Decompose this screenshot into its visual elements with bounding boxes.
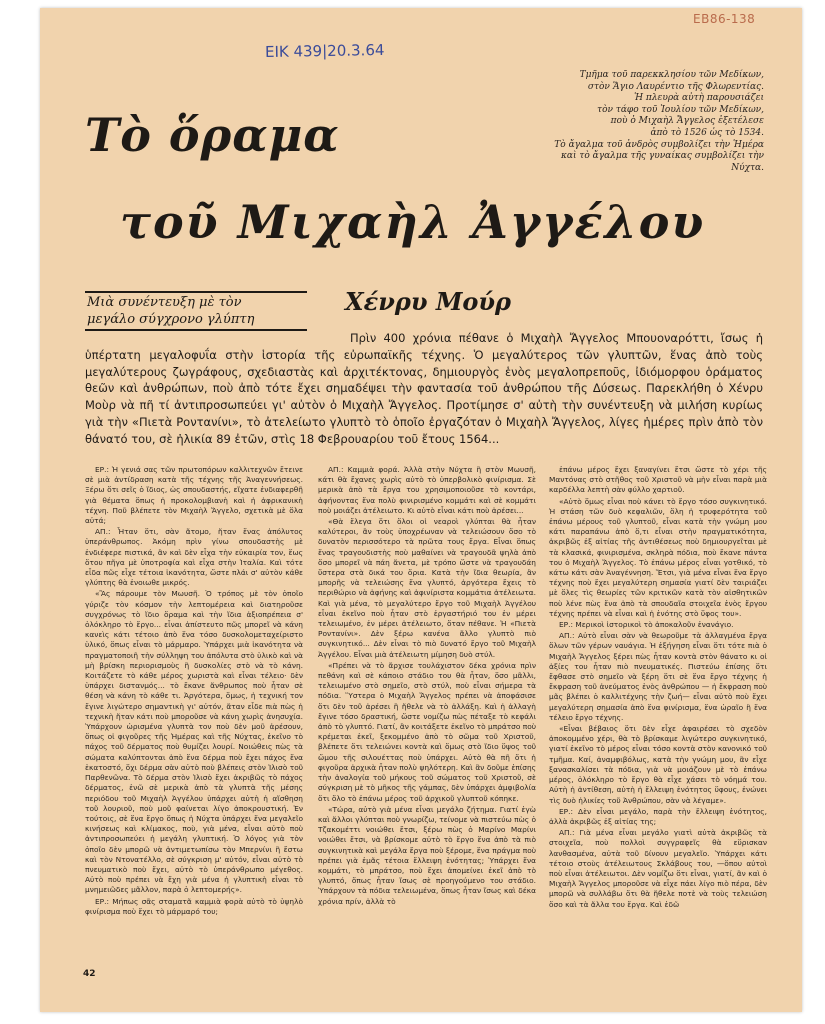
paragraph: ΕΡ.: Μήπως σᾶς σταματᾶ καμμιὰ φορὰ αὐτὸ τὸ ὑψηλὸ φινίρισμα ποὺ ἔχει τὸ μάρμαρό του;	[85, 896, 303, 916]
subtitle-line: μεγάλο σύγχρονο γλύπτη	[87, 312, 255, 327]
author-name: Χένρυ Μούρ	[345, 287, 512, 316]
paragraph: ΑΠ.: Καμμιὰ φορά. Ἀλλὰ στὴν Νύχτα ἢ στὸν Μωυσῆ, κάτι θὰ ἔχανες χωρὶς αὐτὸ τὸ ὑπερβολικὸ φινίρισμα. Σὲ μερικὰ ἀπὸ τὰ ἔργα του χρησιμοποιοῦσε τὸ κοντάρι, ἀφήνοντας ἕνα πολὺ φινιρισμένο κομμάτι καὶ σὲ κομμάτι ποὺ μοιάζει ἀτέλειωτο. Κι αὐτὸ εἶναι κάτι ποὺ ἀρέσει...	[318, 465, 536, 515]
paragraph: ἐπάνω μέρος ἔχει ξαναγίνει ἔτσι ὥστε τὸ χέρι τῆς Μαντόνας στὸ στῆθος τοῦ Χριστοῦ νὰ μὴν εἶναι παρὰ μιὰ καρδέλλα λεπτὴ σὰν φύλλο χαρτιοῦ.	[549, 465, 767, 495]
paragraph: ΕΡ.: Δὲν εἶναι μεγάλο, παρὰ τὴν ἔλλειψη ἑνότητος, ἀλλὰ ἀκριβῶς ἐξ αἰτίας της;	[549, 806, 767, 826]
paragraph: «Εἶναι βέβαιος ὅτι δὲν εἶχε ἀφαιρέσει τὸ σχεδὸν ἀποκομμένο χέρι, θὰ τὸ βρίσκαμε λιγώτερο συγκινητικό, γιατί ἐκεῖνο τὸ μέρος εἶναι τόσο κοντὰ στὸν κανονικό τοῦ τμῆμα. Καί, ἀναμφιβόλως, κατὰ τὴν γνώμη μου, ἂν εἶχε ξανασκαλίσει τὰ πόδια, γιὰ νὰ μοιάζουν μὲ τὸ ἐπάνω μέρος, ὁλόκληρο τὸ ἔργο θὰ εἶχε χάσει τὸ νόημά του. Αὐτὴ ἡ ἀντίθεση, αὐτὴ ἡ ἔλλειψη ἑνότητος ὕφους, ἐνώνει τὶς δυὸ ἡλικίες τοῦ Ἀνθρώπου, σὰν νὰ λέγαμε».	[549, 724, 767, 805]
text-column-3	[549, 465, 767, 970]
caption-line: ἀπὸ τὸ 1526 ὡς τὸ 1534.	[650, 127, 764, 138]
archive-stamp: ΕΙΚ 439|20.3.64	[264, 40, 385, 62]
intro-paragraph: Πρὶν 400 χρόνια πέθανε ὁ Μιχαὴλ Ἄγγελος Μπουοναρόττι, ἴσως ἡ ὑπέρτατη μεγαλοφυΐα στὴν ἱστορία τῆς εὐρωπαϊκῆς τέχνης. Ὁ μεγαλύτερος τῶν γλυπτῶν, ἕνας ἀπὸ τοὺς μεγαλύτερους ζωγράφους, σχεδιαστὰς καὶ ἀρχιτέκτονας, δημιουργὸς ἑνὸς μεγαλοπρεποῦς, ἰδιόμορφου ὁράματος θεῶν καὶ ἀνθρώπων, ποὺ ἀπὸ τότε ἔχει σημαδέψει τὴν φαντασία τοῦ ἀνθρώπου τῆς Δύσεως. Παρεκλήθη ὁ Χένρυ Μοὺρ νὰ πῆ τί ἀντιπροσωπεύει γι' αὐτὸν ὁ Μιχαὴλ Ἄγγελος. Προτίμησε σ' αὐτὴ τὴν συνέντευξη νὰ μιλήση κυρίως γιὰ τὴν «Πιετὰ Ροντανίνι», τὸ ἀτελείωτο γλυπτὸ τὸ ὁποῖο ἐργαζόταν ὁ Μιχαὴλ Ἄγγελος, λίγες ἡμέρες πρὶν ἀπὸ τὸν θάνατό του, σὲ ἡλικία 89 ἐτῶν, στὶς 18 Φεβρουαρίου τοῦ ἔτους 1564...	[85, 331, 763, 446]
headline-line-1: Τὸ ὅραμα	[85, 108, 340, 162]
archive-code: ΕΒ86-138	[693, 12, 756, 26]
subtitle-line: Μιὰ συνέντευξη μὲ τὸν	[87, 295, 242, 310]
headline-line-2: τοῦ Μιχαὴλ Ἀγγέλου	[120, 195, 706, 249]
paragraph: ΑΠ.: Γιὰ μένα εἶναι μεγάλο γιατὶ αὐτὰ ἀκριβῶς τὰ στοιχεῖα, ποὺ πολλοὶ συγγραφεῖς θὰ εὕρισκαν λανθασμένα, αὐτὰ τοῦ δίνουν μεγαλεῖο. Ὑπάρχει κάτι τέτοιο στοὺς ἀτέλειωτους Σκλάβους του, —ὅπου αὐτοὶ ποὺ εἶναι ἀτέλειωτοι. Δὲν νομίζω ὅτι εἶναι, γιατί, ἂν καὶ ὁ Μιχαὴλ Ἄγγελος μποροῦσε νὰ εἶχε πάει λίγο πιὸ πέρα, δὲν μπορῶ νὰ συλλάβω ὅτι θὰ ἤθελε ποτὲ νὰ τοὺς τελειώση ὅσο καὶ τὰ ἄλλα του ἔργα. Καὶ ἐδῶ	[549, 828, 767, 909]
subtitle-box	[85, 291, 307, 331]
paragraph: ΕΡ.: Μερικοὶ ἱστορικοὶ τὸ ἀποκαλοῦν ἐνανάγιο.	[559, 620, 734, 630]
text-column-1	[85, 465, 303, 970]
paragraph: ΑΠ.: Αὐτὸ εἶναι σὰν νὰ θεωροῦμε τὰ ἀλλαγμένα ἔργα ὅλων τῶν γέρων ναυάγια. Ἡ ἐξήγηση εἶναι ὅτι τότε πιὰ ὁ Μιχαὴλ Ἄγγελος ξέρει πὼς ἦταν κοντὰ στὸν θάνατο κι οἱ ἀξίες του ἦταν πιὸ πνευματικές. Πιστεύω ἐπίσης ὅτι ἔφθασε στὸ σημεῖο νὰ ξέρη ὅτι σὲ ἕνα ἔργο τέχνης ἡ ἔκφραση τοῦ ἀνεύματος ἑνὸς ἀνθρώπου — ἡ ἔκφραση ποὺ μᾶς βλέπει ὁ καλλιτέχνης τὴν ζωή— εἶναι αὐτὸ ποὺ ἔχει μεγαλύτερη σημασία ἀπὸ ἕνα φινίρισμα, ἕνα ὡραῖο ἢ ἕνα τέλειο ἔργο τέχνης.	[549, 631, 767, 722]
page-number: 42	[83, 969, 96, 979]
caption-line: τὸν τάφο τοῦ Ἰουλίου τῶν Μεδίκων,	[597, 104, 764, 115]
caption-line: στὸν Ἅγιο Λαυρέντιο τῆς Φλωρεντίας.	[587, 81, 764, 92]
caption-line: Τὸ ἄγαλμα τοῦ ἀνδρὸς συμβολίζει τὴν Ἡμέρα	[554, 139, 764, 150]
paragraph: «Τώρα, αὐτὸ γιὰ μένα εἶναι μεγάλο ζήτημα. Γιατί ἐγὼ καὶ ἄλλοι γλύπται ποὺ γνωρίζω, τείνομε νὰ πιστεύω πὼς ὁ Τζακομέττι νοιώθει ἔτσι, ξέρω πὼς ὁ Μαρίνο Μαρίνι νοιώθει ἔτσι, νὰ βρίσκομε αὐτὸ τὸ ἔργο ἕνα ἀπὸ τὰ πιὸ συγκινητικὰ καὶ μεγάλα ἔργα ποὺ ξέρομε, ἕνα πράγμα ποὺ πρέπει γιὰ ἐμᾶς τέτοια ἔλλειψη ἑνότητας; Ὑπάρχει ἕνα κομμάτι, τὸ μπράτσο, ποὺ ἔχει ἀπομείνει ἐκεῖ ἀπὸ τὸ γλυπτό, ὅπως ἦταν ἴσως σὲ προηγούμενο του στάδιο. Ὑπάρχουν τὰ πόδια τελειωμένα, ὅπως ἦταν ἴσως καὶ δέκα χρόνια πρίν, ἀλλὰ τὸ	[318, 804, 536, 906]
paragraph: «Αὐτὸ ὅμως εἶναι ποὺ κάνει τὸ ἔργο τόσο συγκινητικό. Ἡ στάση τῶν δυὸ κεφαλιῶν, ὅλη ἡ τρυφερότητα τοῦ ἐπάνω μέρους τοῦ γλυπτοῦ, εἶναι κατὰ τὴν γνώμη μου κάτι παραπάνω ἀπὸ ὅ,τι εἶναι στὴν πραγματικότητα, ἀκριβῶς ἐξ αἰτίας τῆς ἀντιθέσεως ποὺ δημιουργεῖται μὲ τὰ κλασικά, φινιρισμένα, σκληρὰ πόδια, ποὺ ἔκανε πάντα του ὁ Μιχαὴλ Ἄγγελος. Τὸ ἐπάνω μέρος εἶναι γοτθικό, τὸ κάτω κάτι σὰν Ἀναγέννηση. Ἔτσι, γιὰ μένα εἶναι ἕνα ἔργο τέχνης ποὺ ἔχει μεγαλύτερη σημασία γιατί δὲν ταιριάζει μὲ ὅλες τὶς θεωρίες τῶν κριτικῶν κατὰ τὸν αἰσθητικῶν ποὺ λένε πὼς ἔνα ἀπὸ τὰ σπουδαῖα στοιχεῖα ἑνὸς ἔργου τέχνης πρέπει νὰ εἶναι καὶ ἡ ἑνότης στὸ ὕφος του».	[549, 496, 767, 618]
paragraph: ΕΡ.: Ἡ γενιά σας τῶν πρωτοπόρων καλλιτεχνῶν ἔτεινε σὲ μιὰ ἀντίδραση κατὰ τῆς τέχνης τῆς Ἀναγεννήσεως. Ξέρω ὅτι σεῖς ὁ ἴδιος, ὡς σπουδαστής, εἴχατε ἐνδιαφερθῆ γιὰ θέματα ὅπως ἡ προκολομβιανὴ καὶ ἡ ἀφρικανικὴ τέχνη. Ποῦ βλέπετε τὸν Μιχαὴλ Ἄγγελο, σχετικὰ μὲ ὅλα αὐτά;	[85, 465, 303, 526]
paragraph: ΑΠ.: Ἦταν ὅτι, σὰν ἄτομο, ἤταν ἕνας ἀπόλυτος ὑπεράνθρωπος. Ἀκόμη πρὶν γίνω σπουδαστὴς μὲ ἐνδιέφερε πιστικά, ἂν καὶ δὲν εἶχα τὴν εὐκαιρία τον, ἕως ὅτου πῆγα μὲ ὑποτροφία καὶ εἶχα στὴν Ἰταλία. Καὶ τότε εἶδα πῶς εἶχε τέτοια ἱκανότητα, ὥστε πλάι σ' αὐτὸν κάθε γλύπτης θὰ ἐνοιωθε μικρός.	[85, 527, 303, 588]
caption-line: καὶ τὸ ἄγαλμα τῆς γυναίκας συμβολίζει τὴν Νύχτα.	[561, 151, 764, 173]
caption-line: Ἡ πλευρὰ αὐτὴ παρουσιάζει	[634, 93, 764, 104]
text-column-2	[318, 465, 536, 970]
paragraph: «Ἂς πάρουμε τὸν Μωυσῆ. Ὁ τρόπος μὲ τὸν ὁποῖο γύριζε τὸν κόσμον τὴν λεπτομέρεια καὶ διατηροῦσε συγχρόνως τὸ ἴδιο ὅραμα καὶ τὴν ἴδια ἀξιοπρέπεια σ' ὁλόκληρο τὸ ἔργο... εἶναι ἀπίστευτο πῶς μπορεῖ νὰ κάνη κανεὶς κάτι τέτοιο ἀπὸ ἕνα τόσο δυσκολομεταχείριστο ὑλικό, ὅπως εἶναι τὸ μάρμαρο. Ὑπάρχει μιὰ ἱκανότητα νὰ πραγματοποιῆ τὴν σύλληψη του ἀπόλυτα στὸ ὑλικὸ καὶ νὰ μὴ βρίσκη περιορισμοὺς ἢ δυσκολίες στὸ νὰ τὸ κάνη. Κοιτάζετε τὸ κάθε μέρος χωριστὰ καὶ εἶναι τέλειο· δὲν ὑπάρχει διστανμός... τὸ ἔκανε ἄνθρωπος ποὺ ἦταν σὲ θέση νὰ κάνη τὸ κάθε τι. Ἀργότερα, ὅμως, ἡ τεχνική τον ἔγινε λιγώτερο σημαντικὴ γι' αὐτόν, ἄταν εἶδε πιὰ πὼς ἡ τεχνικὴ ἤταν κάτι ποὺ μποροῦσε νὰ κάνη χωρὶς ἀνησυχία. Ὑπάρχουν ὡρισμένα γλυπτὰ τον ποὺ δὲν μοῦ ἀρέσουν, ὅπως οἱ φιγοῦρες τῆς Ἡμέρας καὶ τῆς Νύχτας, ἐκεῖνο τὸ πάχος τοῦ δέρματος ποὺ θυμίζει λουρί. Νοιώθεις πὼς τὰ σώματα καλύπτονται ἀπὸ ἕνα δέρμα ποὺ ἔχει πάχος ἕνα ἑκατοστό, ὅχι δέρμα σὰν αὐτὸ ποὺ βλέπεις στὸν Ἰλισὸ τοῦ Παρθενῶνα. Τὸ δέρμα στὸν Ἰλισὸ ἔχει ἀκριβῶς τὸ πάχος δέρματος, ἐνῶ σὲ μερικὰ ἀπὸ τὰ γλυπτὰ τῆς μέσης περιόδου τοῦ Μιχαὴλ Ἀγγέλου ὑπάρχει αὐτὴ ἡ αἴσθηση τοῦ λουριοῦ, ποὺ μοῦ φαίνεται λίγο ἀποκρουστική. Ἐν τούτοις, σὲ ἕνα ἔργο ὅπως ἡ Νύχτα ὑπάρχει ἕνα μεγαλεῖο κινήσεως καὶ κλίμακος, ποὺ, γιὰ μένα, εἶναι αὐτὸ ποὺ ἀντιπροσωπεύει ἡ μεγάλη γλυπτική. Ὁ λόγος γιὰ τὸν ὁποῖο δὲν μπορῶ νὰ ἀντιμετωπίσω τὸν Μπερνίνι ἢ ἔστω καὶ τὸν Ντονατέλλο, σὲ σύγκριση μ' αὐτόν, εἶναι αὐτὸ τὸ πνευματικὸ ποὺ ἔχει, αὐτὸ τὸ ὑπεράνθρωπο μέγεθος. Αὐτὸ ποὺ πρέπει νὰ ἔχη γιὰ μένα ἡ γλυπτικὴ εἶναι τὸ μνημειῶδες μᾶλλον, παρὰ ὁ λεπτομερής».	[85, 589, 303, 895]
paragraph: «Πρέπει νὰ τὸ ἄρχισε τουλάχιστον δέκα χρόνια πρὶν πεθάνη καὶ σὲ κάποιο στάδιο του θὰ ἦταν, ὅσο μᾶλλι, τελειωμένο στὸ σημεῖο, στὸ στύλ, ποὺ εἶναι σήμερα τὰ πόδια. Ὕστερα ὁ Μιχαὴλ Ἄγγελος πρέπει νὰ ἀποφάσισε ὅτι δὲν τοῦ ἀρέσει ἢ ἤθελε νὰ τὸ ἀλλάξη. Καὶ ἡ ἀλλαγὴ ἔγινε τόσο δραστική, ὥστε νομίζω πὼς πέταξε τὸ κεφάλι ἀπὸ τὸ γλυπτό. Γιατί, ἂν κοιτάξετε ἐκεῖνο τὸ μπράτσο ποὺ κρέμεται ἐκεῖ, ξεκομμένο ἀπὸ τὸ σῶμα τοῦ Χριστοῦ, βλέπετε ὅτι τελειώνει κοντὰ καὶ ὅμως στὸ ἴδιο ὕψος τοῦ ὤμου τῆς σιλουέττας ποὺ ὑπάρχει. Αὐτὸ θὰ πῆ ὅτι ἡ φιγοῦρα ἀρχικὰ ἦταν πολὺ ψηλότερη. Καὶ ἂν δοῦμε ἐπίσης τὴν ἀναλογία τοῦ μήκους τοῦ σώματος τοῦ Χριστοῦ, σὲ σύγκριση μὲ τὸ μῆκος τῆς γάμπας, δὲν ὑπάρχει ἀμφιβολία ὅτι ὅλο τὸ ἐπάνω μέρος τοῦ ἀρχικοῦ γλυπτοῦ κόπηκε.	[318, 660, 536, 803]
photo-caption	[548, 70, 764, 174]
caption-line: Τμῆμα τοῦ παρεκκλησίου τῶν Μεδίκων,	[579, 70, 764, 80]
paragraph: «Θὰ ἔλεγα ὅτι ὅλοι οἱ νεαροὶ γλύπται θὰ ἦταν καλύτεροι, ἂν τοὺς ὑποχρέωναν νὰ τελειώσουν ὅσο τὸ δυνατὸν περισσότερο τὰ πρῶτα τους ἔργα. Εἶναι ὅπως ἕνας τραγουδιστὴς ποὺ μαθαίνει νὰ τραγουδᾶ ψηλὰ ἀπὸ ὅσο μπορεῖ νὰ πάη ἄνετα, μὲ τρόπο ὥστε νὰ τραγουδάη ὕστερα στὰ δικά του ὅρια. Κατὰ τὴν ἴδια θεωρία, ἂν μπορῆς νὰ τελειώσης ἕνα γλυπτό, ἀργότερα ἔχεις τὸ περιθώριο νὰ ἀφήνης καὶ ἀφινίριστα κομμάτια ἀτέλειωτα. Καὶ γιὰ μένα, τὸ μεγαλύτερο ἔργο τοῦ Μιχαὴλ Ἀγγέλου εἶναι ἐκεῖνο ποὺ ἦταν στὸ ἐργαστήριό του ἐν μέρει τελειωμένο, ἐν μέρει ἀτέλειωτο, ὅταν πέθανε. Ἡ «Πιετὰ Ροντανίνι». Δὲν ξέρω κανένα ἄλλο γλυπτὸ πιὸ συγκινητικό... Δὲν εἶναι τὸ πιὸ δυνατό ἔργο τοῦ Μιχαὴλ Ἀγγέλου. Εἶναι μιὰ ἀτέλειωτη μίμηση δυὸ στύλ.	[318, 517, 536, 659]
caption-line: ποὺ ὁ Μιχαὴλ Ἄγγελος ἐξετέλεσε	[610, 116, 764, 127]
